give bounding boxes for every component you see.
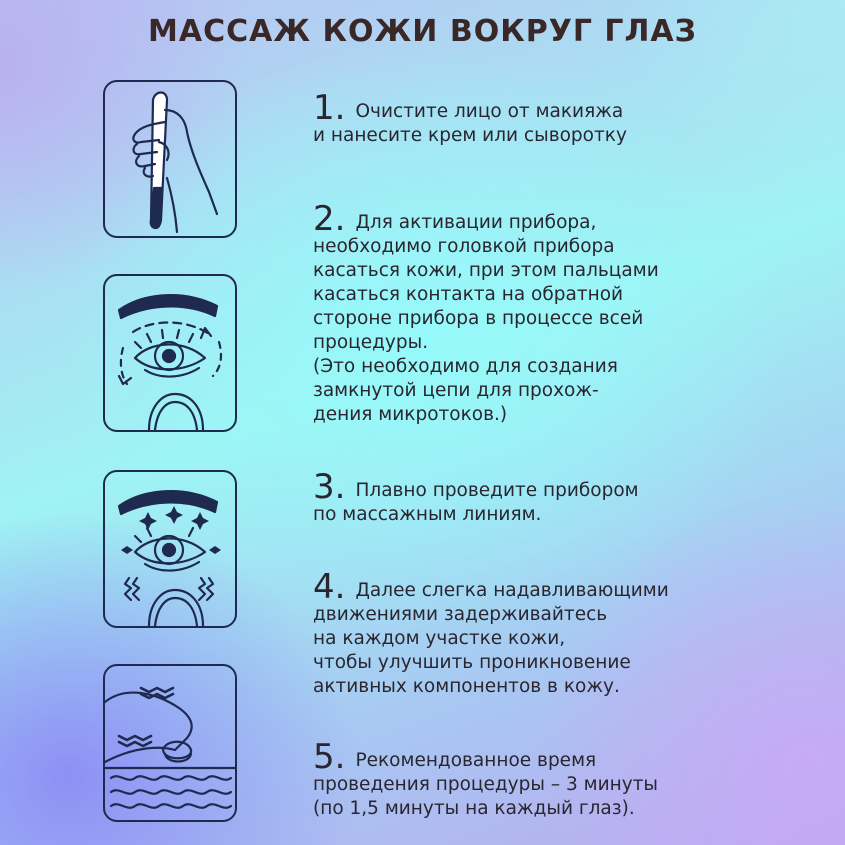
step-text-line: стороне прибора в процессе всей [313, 308, 644, 329]
step-text-line: движениями задерживайтесь [313, 604, 608, 625]
step-text-line: проведения процедуры – 3 минуты [313, 774, 659, 795]
step-number: 5. [313, 737, 346, 777]
page-title: МАССАЖ КОЖИ ВОКРУГ ГЛАЗ [148, 14, 697, 49]
step-number: 1. [313, 88, 346, 128]
hand-holding-device-icon [103, 80, 237, 238]
step-text-line: Очистите лицо от макияжа [355, 101, 624, 122]
step-number: 4. [313, 567, 346, 607]
step-4 [313, 567, 833, 699]
step-1 [313, 88, 833, 148]
step-number: 2. [313, 199, 346, 239]
step-text-line: касаться контакта на обратной [313, 284, 624, 305]
step-text-line: (по 1,5 минуты на каждый глаз). [313, 798, 635, 819]
step-text-line: процедуры. [313, 332, 429, 353]
step-text-line: Рекомендованное время [355, 750, 597, 771]
step-text-line: Далее слегка надавливающими [355, 580, 669, 601]
step-text-line: касаться кожи, при этом пальцами [313, 260, 659, 281]
eye-massage-circle-icon [103, 274, 237, 432]
step-text-line: замкнутой цепи для прохож- [313, 380, 599, 401]
step-text-line: и нанесите крем или сыворотку [313, 125, 627, 146]
step-text-line: по массажным линиям. [313, 504, 542, 525]
step-5 [313, 737, 833, 821]
step-text-line: необходимо головкой прибора [313, 236, 615, 257]
step-text-line: Плавно проведите прибором [355, 480, 639, 501]
step-2 [313, 199, 833, 427]
step-text-line: (Это необходимо для создания [313, 356, 618, 377]
step-text-line: чтобы улучшить проникновение [313, 652, 631, 673]
step-text-line: активных компонентов в кожу. [313, 676, 620, 697]
device-on-skin-icon [103, 664, 237, 822]
step-text-line: Для активации прибора, [355, 212, 597, 233]
step-3 [313, 467, 833, 527]
step-number: 3. [313, 467, 346, 507]
step-text-line: на каждом участке кожи, [313, 628, 566, 649]
step-text-line: дения микротоков.) [313, 404, 508, 425]
eye-massage-lines-icon [103, 470, 237, 628]
